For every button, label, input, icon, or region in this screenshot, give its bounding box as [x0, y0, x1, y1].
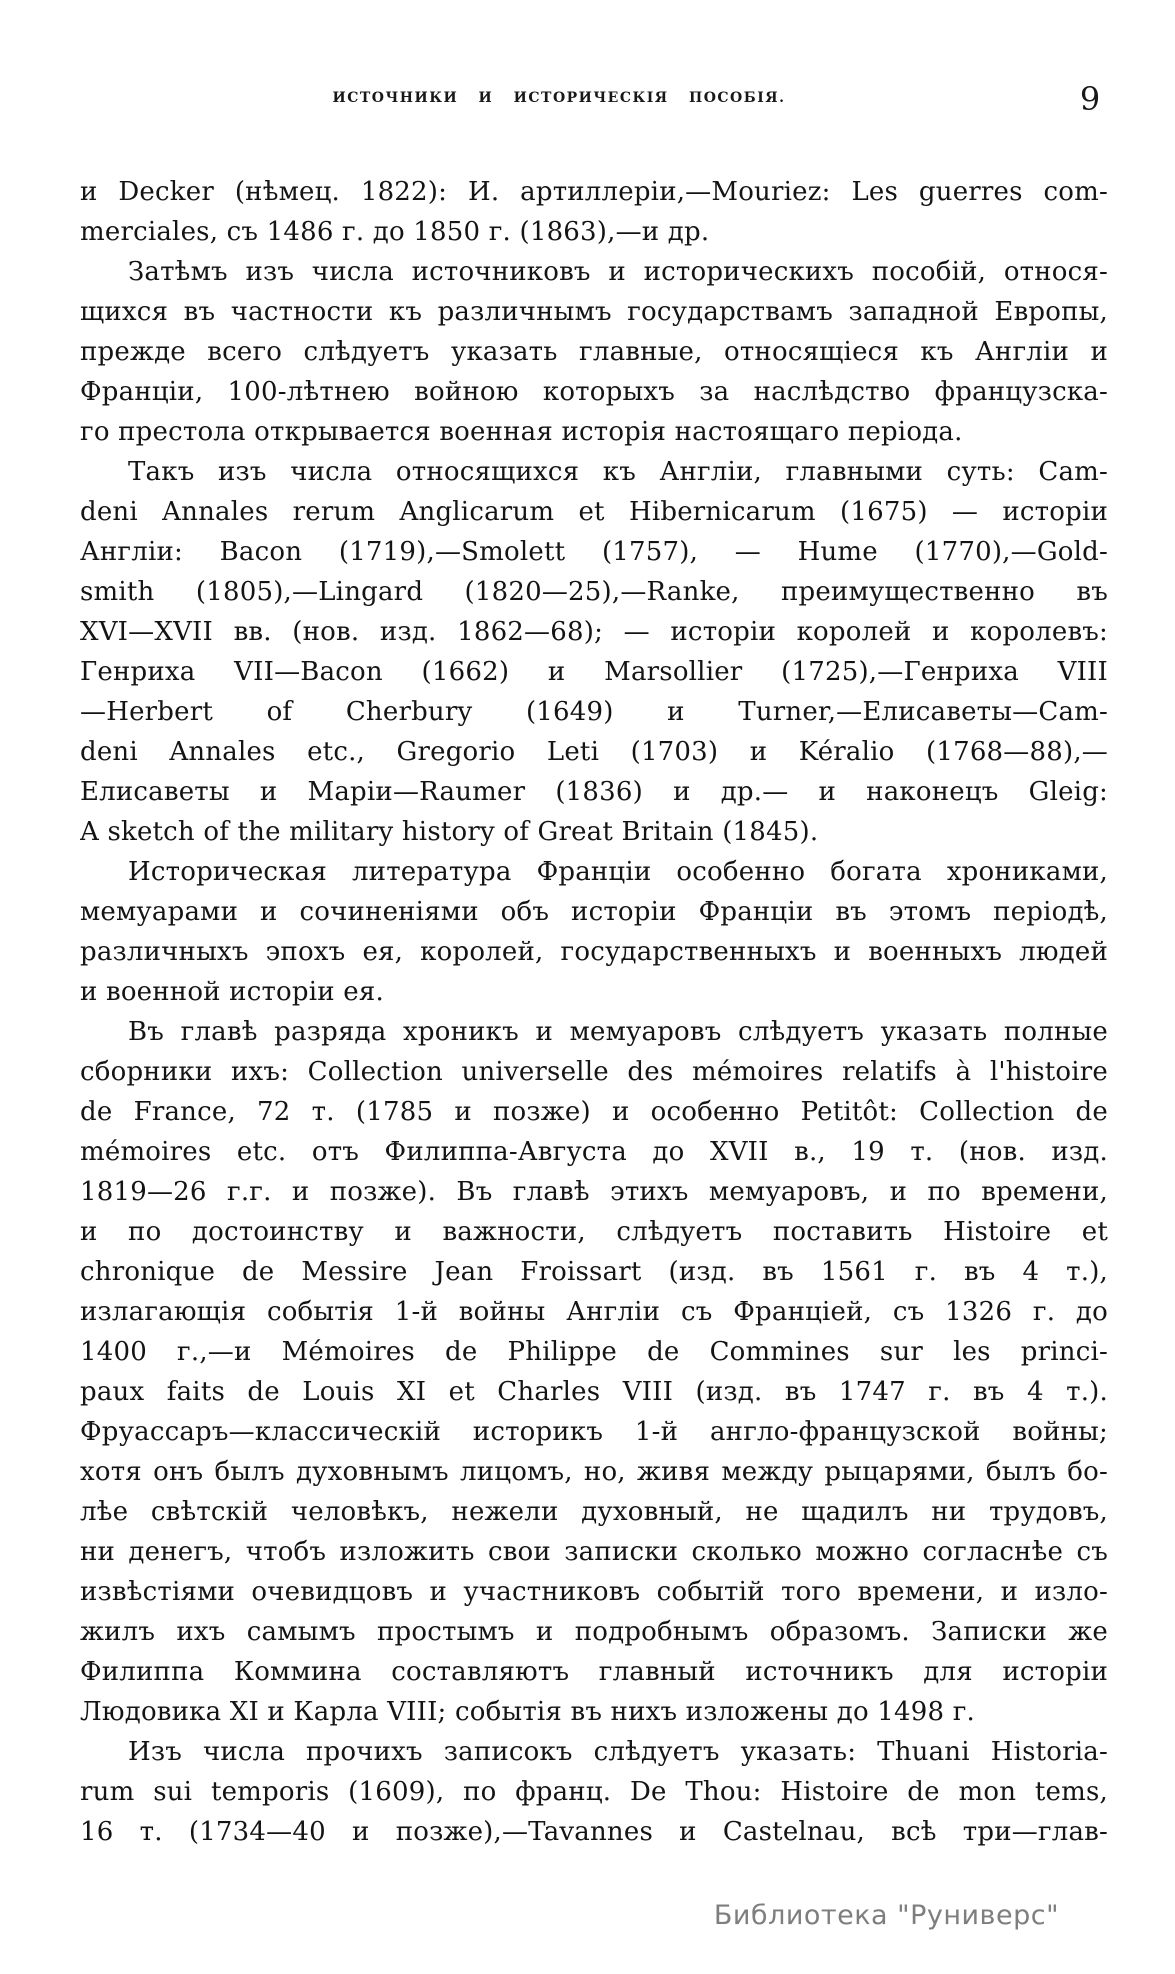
text-line: Франціи, 100-лѣтнею войною которыхъ за наслѣдство французска- [80, 377, 1108, 407]
text-line: и Decker (нѣмец. 1822): И. артиллеріи,—Mouriez: Les guerres com- [80, 177, 1108, 207]
running-header [80, 80, 1108, 120]
text-line: Въ главѣ разряда хроникъ и мемуаровъ слѣдуетъ указать полные [128, 1017, 1108, 1047]
text-line: жилъ ихъ самымъ простымъ и подробнымъ образомъ. Записки же [80, 1617, 1108, 1647]
text-line: 16 т. (1734—40 и позже),—Tavannes и Castelnau, всѣ три—глав- [80, 1817, 1108, 1847]
text-line: го престола открывается военная исторія настоящаго періода. [80, 417, 963, 447]
text-block [80, 172, 1108, 1852]
text-line: Елисаветы и Маріи—Raumer (1836) и др.— и наконецъ Gleig: [80, 777, 1108, 807]
paragraph [80, 452, 1108, 852]
text-line: Затѣмъ изъ числа источниковъ и историческихъ пособій, относя- [128, 257, 1108, 287]
text-line: Изъ числа прочихъ записокъ слѣдуетъ указать: Thuani Historia- [128, 1737, 1108, 1767]
watermark: Библиотека "Руниверс" [713, 1900, 1059, 1931]
page-number: 9 [1079, 80, 1101, 118]
text-line: различныхъ эпохъ ея, королей, государственныхъ и военныхъ людей [80, 937, 1108, 967]
text-line: deni Annales etc., Gregorio Leti (1703) и Kéralio (1768—88),— [80, 737, 1108, 767]
text-line: paux faits de Louis XI et Charles VIII (изд. въ 1747 г. въ 4 т.). [80, 1377, 1108, 1407]
text-line: и по достоинству и важности, слѣдуетъ поставить Histoire et [80, 1217, 1108, 1247]
text-line: щихся въ частности къ различнымъ государствамъ западной Европы, [80, 297, 1108, 327]
text-line: A sketch of the military history of Great Britain (1845). [80, 817, 819, 847]
text-line: merciales, съ 1486 г. до 1850 г. (1863),—и др. [80, 217, 710, 247]
text-line: Такъ изъ числа относящихся къ Англіи, главными суть: Cam- [128, 457, 1108, 487]
text-line: хотя онъ былъ духовнымъ лицомъ, но, живя между рыцарями, былъ бо- [80, 1457, 1108, 1487]
text-line: chronique de Messire Jean Froissart (изд. въ 1561 г. въ 4 т.), [80, 1257, 1108, 1287]
text-line: Фруассаръ—классическій историкъ 1-й англо-французской войны; [80, 1417, 1108, 1447]
text-line: de France, 72 т. (1785 и позже) и особенно Petitôt: Collection de [80, 1097, 1108, 1127]
text-line: deni Annales rerum Anglicarum et Hibernicarum (1675) — исторіи [80, 497, 1108, 527]
text-line: 1400 г.,—и Mémoires de Philippe de Commines sur les princi- [80, 1337, 1108, 1367]
text-line: лѣе свѣтскій человѣкъ, нежели духовный, не щадилъ ни трудовъ, [80, 1497, 1108, 1527]
paragraph [80, 1012, 1108, 1732]
text-line: излагающія событія 1-й войны Англіи съ Франціей, съ 1326 г. до [80, 1297, 1108, 1327]
paragraph [80, 252, 1108, 452]
text-line: mémoires etc. отъ Филиппа-Августа до XVII в., 19 т. (нов. изд. [80, 1137, 1108, 1167]
text-line: Англіи: Bacon (1719),—Smolett (1757), — Hume (1770),—Gold- [80, 537, 1108, 567]
text-line: XVI—XVII вв. (нов. изд. 1862—68); — исторіи королей и королевъ: [80, 617, 1108, 647]
text-line: и военной исторіи ея. [80, 977, 384, 1007]
header-title: ИСТОЧНИКИ И ИСТОРИЧЕСКІЯ ПОСОБІЯ. [332, 90, 786, 106]
text-line: Филиппа Коммина составляютъ главный источникъ для исторіи [80, 1657, 1108, 1687]
text-line: мемуарами и сочиненіями объ исторіи Франціи въ этомъ періодѣ, [80, 897, 1108, 927]
paragraph [80, 1732, 1108, 1852]
paragraph [80, 852, 1108, 1012]
text-line: извѣстіями очевидцовъ и участниковъ событій того времени, и изло- [80, 1577, 1108, 1607]
text-line: Людовика XI и Карла VIII; событія въ нихъ изложены до 1498 г. [80, 1697, 975, 1727]
text-line: smith (1805),—Lingard (1820—25),—Ranke, преимущественно въ [80, 577, 1108, 607]
text-line: ни денегъ, чтобъ изложить свои записки сколько можно согласнѣе съ [80, 1537, 1108, 1567]
text-line: rum sui temporis (1609), по франц. De Thou: Histoire de mon tems, [80, 1777, 1108, 1807]
text-line: Историческая литература Франціи особенно богата хрониками, [128, 857, 1108, 887]
text-line: прежде всего слѣдуетъ указать главные, относящіеся къ Англіи и [80, 337, 1108, 367]
text-line: —Herbert of Cherbury (1649) и Turner,—Елисаветы—Cam- [80, 697, 1108, 727]
text-line: Генриха VII—Bacon (1662) и Marsollier (1725),—Генриха VIII [80, 657, 1108, 687]
text-line: сборники ихъ: Collection universelle des mémoires relatifs à l'histoire [80, 1057, 1108, 1087]
paragraph [80, 172, 1108, 252]
text-line: 1819—26 г.г. и позже). Въ главѣ этихъ мемуаровъ, и по времени, [80, 1177, 1108, 1207]
